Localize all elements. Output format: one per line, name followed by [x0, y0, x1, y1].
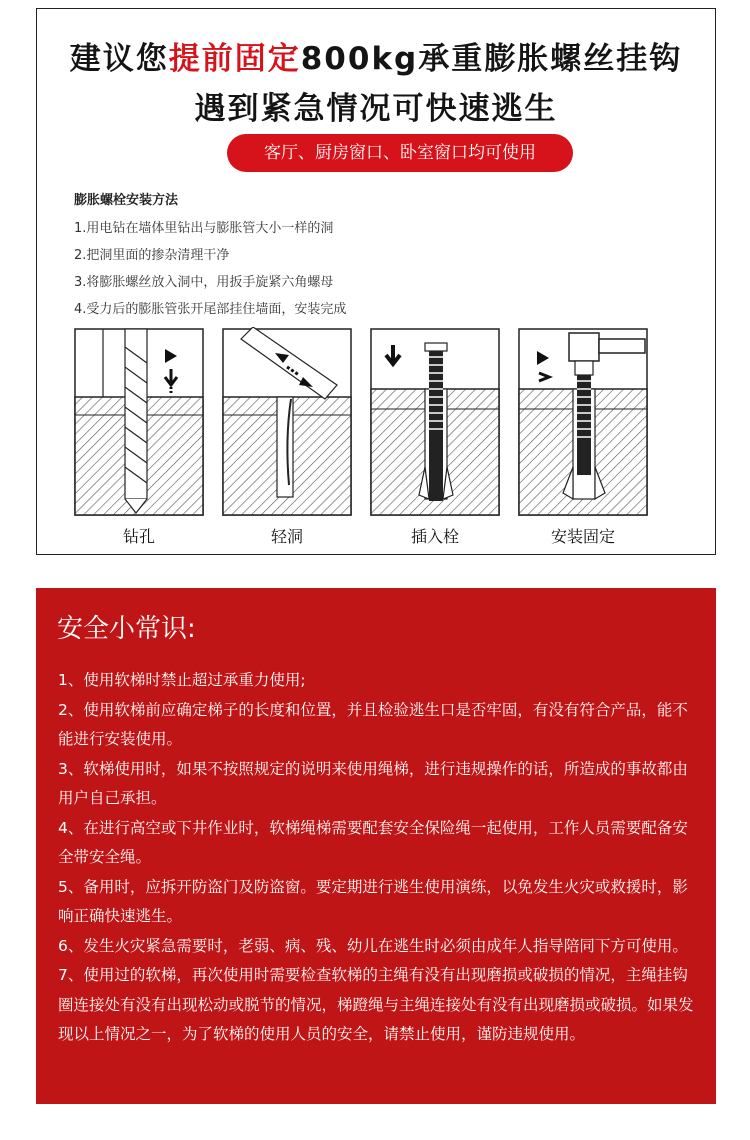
safety-rules	[58, 666, 698, 1050]
figure-tighten	[517, 327, 649, 547]
install-step: 3.将膨胀螺丝放入洞中，用扳手旋紧六角螺母	[74, 275, 334, 290]
safety-rule: 5、备用时，应拆开防盗门及防盗窗。要定期进行逃生使用演练，以免发生火灾或救援时，影响正确快速逃生。	[58, 877, 688, 925]
insert-bolt-illustration	[369, 327, 501, 517]
tighten-illustration	[517, 327, 649, 517]
safety-rule: 6、发生火灾紧急需要时，老弱、病、残、幼儿在逃生时必须由成年人指导陪同下方可使用。	[58, 936, 688, 955]
safety-title: 安全小常识:	[57, 614, 196, 644]
install-step: 2.把洞里面的掺杂清理干净	[74, 248, 230, 263]
figure-caption: 安装固定	[550, 527, 615, 546]
safety-tips-panel	[36, 588, 716, 1104]
install-steps	[74, 215, 346, 323]
figure-caption: 插入栓	[410, 527, 459, 546]
safety-rule: 7、使用过的软梯，再次使用时需要检查软梯的主绳有没有出现磨损或破损的情况，主绳挂钩圈连接处有没有出现松动或脱节的情况，梯蹬绳与主绳连接处有没有出现磨损或破损。如果发现以上情况之一，为了软梯的使用人员的安全，请禁止使用，谨防违规使用。	[58, 966, 694, 1043]
clear-hole-illustration	[221, 327, 353, 517]
install-figures	[73, 327, 683, 546]
usage-badge: 客厅、厨房窗口、卧室窗口均可使用	[227, 134, 573, 172]
guide-title: 膨胀螺栓安装方法	[74, 193, 179, 208]
figure-caption: 轻洞	[270, 527, 303, 546]
figure-drill	[73, 327, 205, 547]
figure-caption: 钻孔	[122, 527, 155, 546]
headline-line-1: 建议您提前固定800kg承重膨胀螺丝挂钩	[69, 41, 683, 77]
safety-rule: 2、使用软梯前应确定梯子的长度和位置，并且检验逃生口是否牢固，有没有符合产品，能不能进行安装使用。	[58, 700, 688, 748]
install-step: 1.用电钻在墙体里钻出与膨胀管大小一样的洞	[74, 221, 334, 236]
safety-rule: 1、使用软梯时禁止超过承重力使用;	[58, 671, 306, 689]
install-guide-panel	[36, 8, 716, 555]
safety-rule: 4、在进行高空或下井作业时，软梯绳梯需要配套安全保险绳一起使用，工作人员需要配备安全带安全绳。	[58, 818, 688, 866]
figure-clear-hole	[221, 327, 353, 547]
headline-line-2: 遇到紧急情况可快速逃生	[194, 91, 558, 127]
drill-illustration	[73, 327, 205, 517]
headline-highlight: 提前固定	[168, 41, 301, 77]
figure-insert-bolt	[369, 327, 501, 547]
install-step: 4.受力后的膨胀管张开尾部挂住墙面，安装完成	[74, 302, 347, 317]
safety-rule: 3、软梯使用时，如果不按照规定的说明来使用绳梯，进行违规操作的话，所造成的事故都由用户自己承担。	[58, 759, 688, 807]
